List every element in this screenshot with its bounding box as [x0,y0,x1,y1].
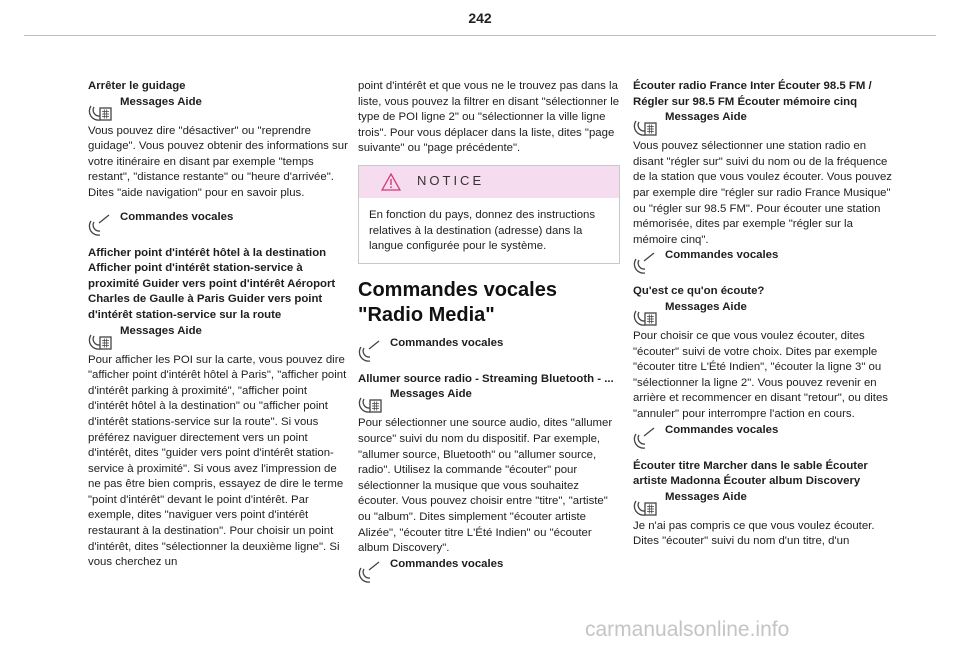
help-messages-label: Messages Aide [390,388,472,401]
help-messages-tag [88,324,350,350]
notice-title: NOTICE [417,172,485,188]
voice-commands-tag [358,336,620,362]
help-messages-tag [358,387,620,413]
heading-radio-commands: Écouter radio France Inter Écouter 98.5 FM / Régler sur 98.5 FM Écouter mémoire cinq [633,80,872,108]
warning-icon [381,173,401,191]
paragraph: Vous pouvez sélectionner une station radio en disant "régler sur" suivi du nom ou de la fréquence de la station que vous voulez écouter. Vous pouvez par exemple dire "régler sur radio France Musique" ou "régler sur 98.5 FM". Pour écouter une station mémorisée, dites par exemple "régler sur la mémoire cinq". [633,140,892,246]
heading-radio-source: Allumer source radio - Streaming Bluetooth - ... [358,372,614,385]
paragraph: Pour choisir ce que vous voulez écouter, dites "écouter" suivi de votre choix. Dites par exemple "écouter titre L'Été Indien", "écouter la ligne 3" ou "sélectionner la ligne 2". Vous pouvez revenir en arrière et recommencer en disant "retour", ou dites "annuler" pour interrompre l'action en cours. [633,329,888,420]
help-messages-tag [88,95,350,121]
watermark: carmanualsonline.info [585,618,790,641]
voice-commands-label: Commandes vocales [390,336,504,349]
voice-commands-label: Commandes vocales [390,557,504,570]
column-2 [358,79,620,586]
voice-commands-tag [88,210,350,236]
voice-screen-icon [633,303,657,327]
voice-screen-icon [358,390,382,414]
notice-box [358,165,620,264]
page-number: 242 [468,10,492,26]
voice-commands-label: Commandes vocales [665,423,779,436]
voice-screen-icon [633,493,657,517]
column-1 [88,79,350,579]
paragraph: point d'intérêt et que vous ne le trouvez pas dans la liste, vous pouvez la filtrer en disant "sélectionner le type de POI ligne 2" ou "sélectionner la ville ligne trois". Pour vous déplacer dans la liste, dites "page suivante" ou "page précédente". [358,80,620,155]
voice-screen-icon [88,98,112,122]
help-messages-label: Messages Aide [120,95,202,108]
voice-commands-tag [358,557,620,583]
notice-header [359,166,619,198]
help-messages-tag [633,300,895,326]
notice-text: En fonction du pays, donnez des instructions relatives à la destination (adresse) dans la langue configurée pour le système. [369,208,596,253]
help-messages-label: Messages Aide [665,300,747,313]
paragraph: Pour sélectionner une source audio, dites "allumer source" suivi du nom du dispositif. Par exemple, "allumer source, Bluetooth" ou "allumer source, radio". Utilisez la commande "écouter" pour sélectionner la musique que vous souhaitez écouter. Vous pouvez choisir entre "titre", "artiste" ou "album". Dites simplement "écouter artiste Alizée", "écouter titre L'Été Indien" ou "écouter album Discovery". [358,417,613,555]
voice-screen-icon [88,327,112,351]
paragraph: Vous pouvez dire "désactiver" ou "reprendre guidage". Vous pouvez obtenir des informations sur votre itinéraire en disant par exemple "temps restant", "distance restante" ou "heure d'arrivée". Dites "aide navigation" pour en savoir plus. [88,124,348,199]
voice-icon [633,426,657,450]
heading-play-commands: Écouter titre Marcher dans le sable Écouter artiste Madonna Écouter album Discovery [633,459,868,488]
paragraph: Pour afficher les POI sur la carte, vous pouvez dire "afficher point d'intérêt hôtel à Paris", "afficher point d'intérêt parking à proximité", "afficher point d'intérêt hôtel à la destination" ou "afficher point d'intérêt stations-service sur la route". Si vous préférez naviguer directement vers un point d'intérêt, dites "guider vers point d'intérêt station-service à proximité". Si vous avez l'impression de ne pas être bien compris, essayez de dire le terme "point d'intérêt" devant le point d'intérêt. Par exemple, dites "naviguer vers point d'intérêt restaurant à la destination". Pour choisir un point d'intérêt, dites "sélectionner la deuxième ligne". Si vous cherchez un [88,353,347,569]
heading-poi-commands: Afficher point d'intérêt hôtel à la destination Afficher point d'intérêt station-service à proximité Guider vers point d'intérêt Aéroport Charles de Gaulle à Paris Guider vers point d'intérêt station-service sur la route [88,246,336,321]
voice-icon [358,560,382,584]
section-title: Commandes vocales "Radio Media" [358,278,557,326]
voice-commands-tag [633,248,895,274]
heading-stop-guidance: Arrêter le guidage [88,80,186,92]
voice-commands-label: Commandes vocales [120,210,234,223]
voice-screen-icon [633,113,657,137]
help-messages-label: Messages Aide [665,490,747,503]
voice-icon [88,213,112,237]
voice-icon [633,251,657,275]
help-messages-label: Messages Aide [665,111,747,124]
heading-what-playing: Qu'est ce qu'on écoute? [633,285,765,298]
voice-commands-label: Commandes vocales [665,249,779,262]
voice-icon [358,339,382,363]
voice-commands-tag [633,423,895,449]
column-3 [633,79,895,558]
help-messages-label: Messages Aide [120,324,202,337]
help-messages-tag [633,490,895,516]
help-messages-tag [633,110,895,136]
header-divider [24,35,936,36]
paragraph: Je n'ai pas compris ce que vous voulez écouter. Dites "écouter" suivi du nom d'un titre, d'un [633,519,875,548]
